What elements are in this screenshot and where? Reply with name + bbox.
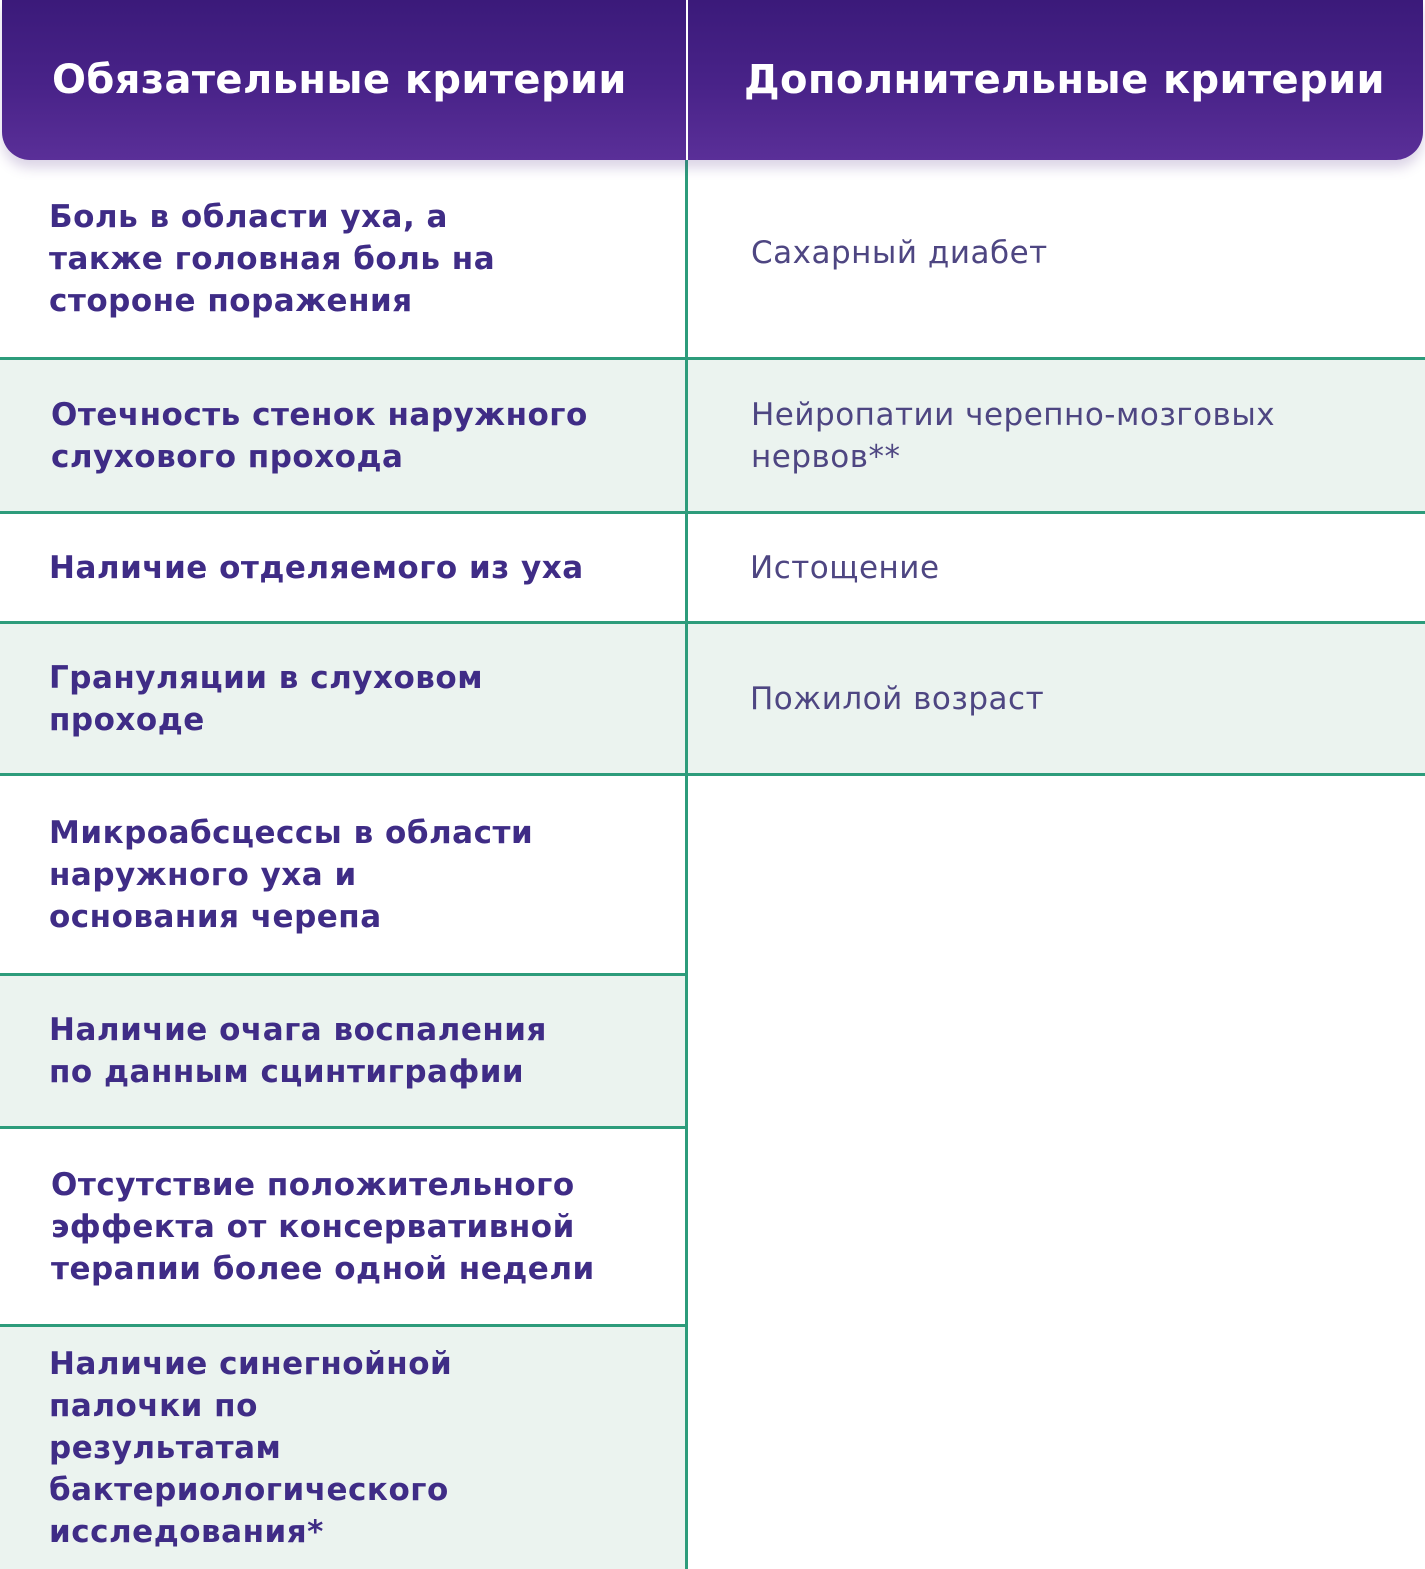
mandatory-criterion: Микроабсцессы в области наружного уха и основания черепа (49, 814, 534, 935)
mandatory-criterion: Грануляции в слуховом проходе (49, 659, 484, 738)
additional-criterion: Пожилой возраст (750, 680, 1045, 717)
additional-criterion: Сахарный диабет (751, 234, 1048, 271)
header-divider (686, 0, 688, 160)
additional-criterion: Нейропатии черепно-мозговых нервов** (751, 396, 1276, 475)
mandatory-criterion: Наличие синегнойной палочки по результатам бактериологического исследования* (49, 1346, 453, 1550)
mandatory-criterion: Наличие очага воспаления по данным сцинтиграфии (49, 1012, 547, 1090)
additional-criterion: Истощение (750, 549, 940, 586)
column-divider (685, 160, 688, 1569)
mandatory-criterion: Отсутствие положительного эффекта от консервативной терапии более одной недели (51, 1166, 595, 1287)
mandatory-criterion: Отечность стенок наружного слухового прохода (51, 396, 588, 475)
header-mandatory-criteria: Обязательные критерии (52, 57, 627, 103)
header-additional-criteria: Дополнительные критерии (744, 57, 1385, 103)
mandatory-criterion: Наличие отделяемого из уха (49, 549, 584, 586)
mandatory-criterion: Боль в области уха, а также головная боль на стороне поражения (49, 198, 496, 319)
table-header (2, 0, 1423, 160)
